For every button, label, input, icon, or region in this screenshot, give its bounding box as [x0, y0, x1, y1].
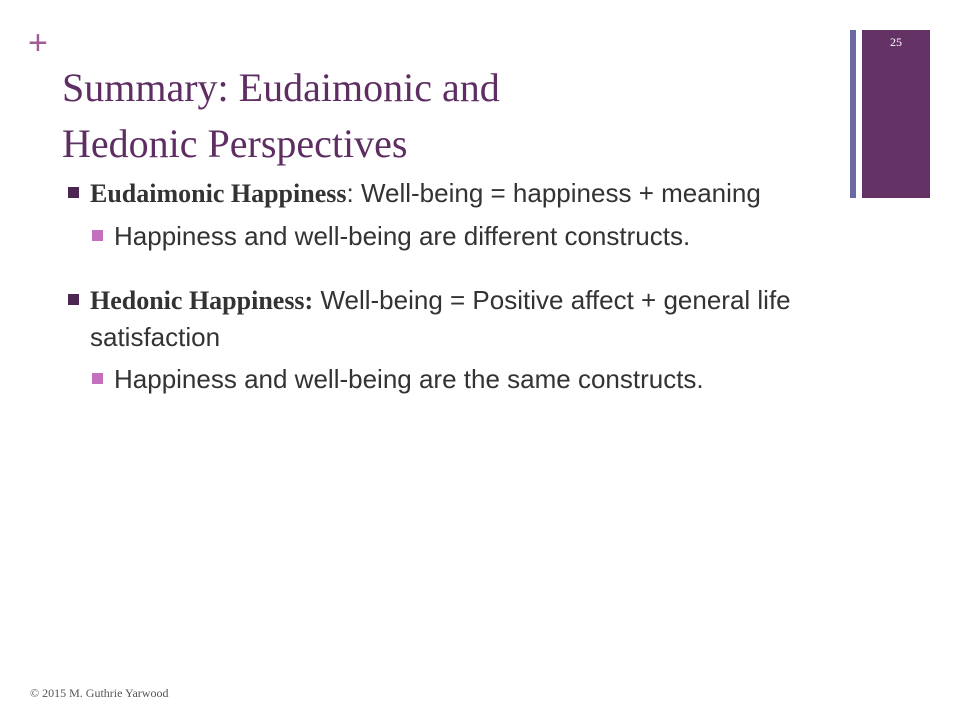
bullet-term: Hedonic Happiness:	[90, 286, 314, 315]
side-accent-bar-thin	[850, 30, 856, 198]
slide-title-line-1: Summary: Eudaimonic and	[62, 65, 500, 110]
sub-bullet-item-hedonic	[92, 361, 828, 397]
bullet-group-hedonic	[68, 282, 828, 397]
side-accent-block	[862, 30, 930, 198]
bullet-list	[68, 175, 828, 397]
bullet-term: Eudaimonic Happiness	[90, 179, 347, 208]
square-bullet-icon	[68, 294, 79, 305]
sub-bullet-text: Happiness and well-being are the same constructs.	[114, 364, 704, 394]
sub-bullet-text: Happiness and well-being are different constructs.	[114, 221, 691, 251]
slide-number: 25	[890, 35, 902, 49]
bullet-separator: :	[346, 178, 354, 208]
bullet-item-hedonic	[68, 282, 828, 355]
sub-bullet-item-eudaimonic	[92, 218, 828, 254]
plus-mark: +	[28, 24, 48, 62]
square-bullet-icon	[92, 230, 103, 241]
bullet-group-eudaimonic	[68, 175, 828, 254]
copyright-footer: © 2015 M. Guthrie Yarwood	[30, 686, 169, 700]
bullet-item-eudaimonic	[68, 175, 828, 212]
square-bullet-icon	[68, 187, 79, 198]
square-bullet-icon	[92, 373, 103, 384]
bullet-text: Well-being = Positive affect + general life satisfaction	[90, 285, 791, 352]
slide-title-line-2: Hedonic Perspectives	[62, 121, 408, 166]
slide-title	[62, 60, 802, 172]
bullet-text: Well-being = happiness + meaning	[353, 178, 761, 208]
